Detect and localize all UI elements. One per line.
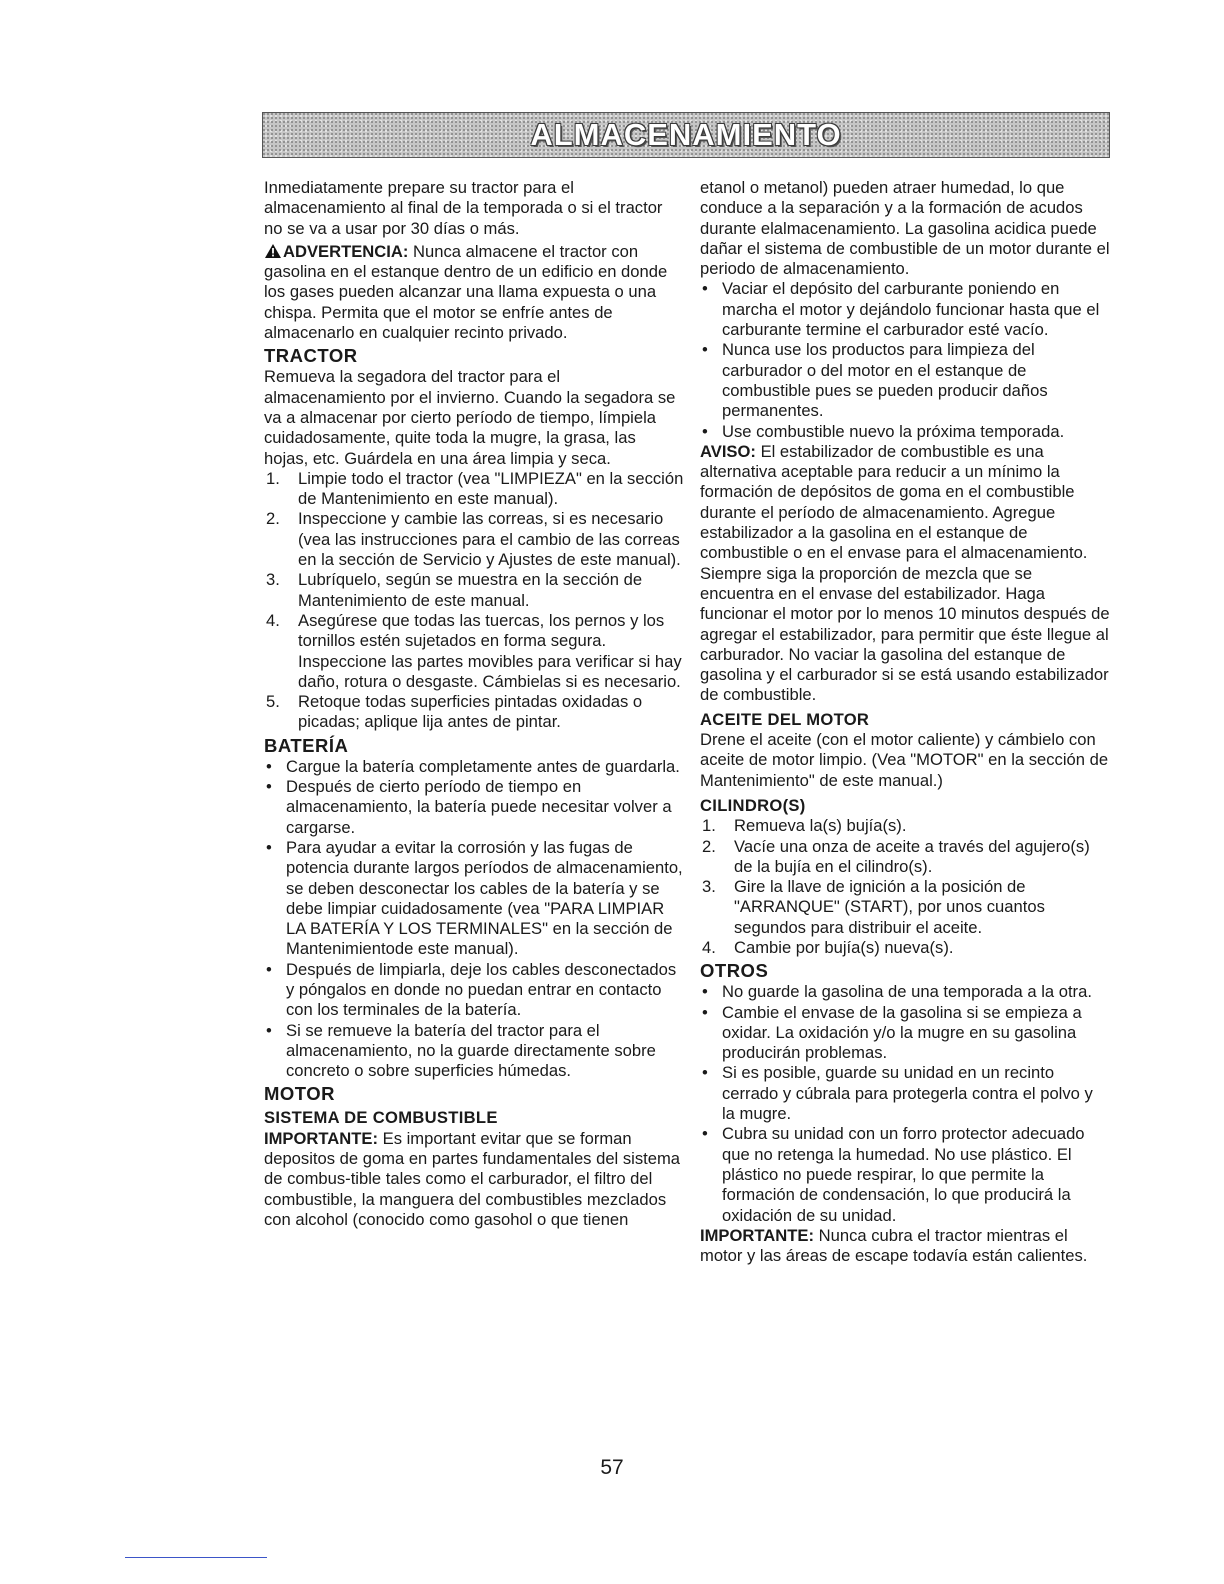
- list-item: 1. Limpie todo el tractor (vea "LIMPIEZA" en la sección de Mantenimiento en este manual).: [266, 468, 684, 509]
- important-text: Es important evitar que se forman depositos de goma en partes fundamentales del sistema de combus-tible tales como el carburador, el filtro del combustible, la manguera del combustibles mezclados con alcohol (conocido como gasohol o que tienen: [264, 1128, 681, 1229]
- tractor-heading: TRACTOR: [264, 345, 358, 367]
- fuel-system-heading: SISTEMA DE COMBUSTIBLE: [264, 1108, 498, 1128]
- list-item: • Vaciar el depósito del carburante poniendo en marcha el motor y dejándolo funcionar hasta que el carburante termine el carburador esté vacío.: [700, 279, 1110, 340]
- list-item: • Para ayudar a evitar la corrosión y las fugas de potencia durante largos períodos de almacenamiento, se deben desconectar los cables de la batería y se debe limpiar cuidadosamente (vea "PARA LIMPIAR LA BATERÍA Y LOS TERMINALES" en la sección de Mantenimientode este manual).: [264, 838, 684, 960]
- bateria-heading: BATERÍA: [264, 734, 349, 756]
- cilindros-heading: CILINDRO(S): [700, 795, 806, 815]
- section-header-banner: [262, 112, 1110, 158]
- list-item: 4. Cambie por bujía(s) nueva(s).: [702, 937, 954, 957]
- bateria-bullets: [264, 757, 684, 1082]
- list-item: • Cargue la batería completamente antes de guardarla.: [264, 757, 684, 777]
- otros-important-paragraph: [700, 1226, 1110, 1267]
- motor-important-paragraph: [264, 1129, 684, 1230]
- otros-bullets: [700, 982, 1110, 1226]
- list-item: 4. Asegúrese que todas las tuercas, los pernos y los tornillos estén sujetados en forma segura. Inspeccione las partes movibles para verificar si hay daño, rotura o desgaste. Cámbielas si es necesario.: [266, 610, 682, 691]
- list-item: 2. Vacíe una onza de aceite a través del agujero(s) de la bujía en el cilindro(s).: [702, 836, 1090, 876]
- aviso-text: El estabilizador de combustible es una alternativa aceptable para reducir a un mínimo la formación de depósitos de goma en el combustible durante el período de almacenamiento. Agregue estabilizador a la gasolina en el estanque de combustible o en el envase para el almacenamiento. Siempre siga la proporción de mezcla que se encuentra en el envase del estabilizador. Haga funcionar el motor por lo menos 10 minutos después de agregar el estabilizador, para permitir que éste llegue al carburador. No vaciar la gasolina del estanque de gasolina y el carburador si se está usando estabilizador de combustible.: [700, 441, 1110, 705]
- page-number: 57: [600, 1456, 624, 1479]
- aceite-heading: ACEITE DEL MOTOR: [700, 709, 870, 729]
- list-item: • Si se remueve la batería del tractor para el almacenamiento, no la guarde directamente sobre concreto o sobre superficies húmedas.: [264, 1021, 684, 1082]
- cilindros-steps: [700, 816, 1110, 958]
- warning-text: Nunca almacene el tractor con gasolina en el estanque dentro de un edificio en donde los gases pueden alcanzar una llama expuesta o una chispa. Permita que el motor se enfríe antes de almacenarlo en cualquier recinto privado.: [264, 241, 668, 343]
- important-label: IMPORTANTE:: [264, 1128, 378, 1148]
- list-item: • Si es posible, guarde su unidad en un recinto cerrado y cúbrala para protegerla contra el polvo y la mugre.: [700, 1063, 1110, 1124]
- aviso-paragraph: [700, 442, 1110, 706]
- warning-label: ADVERTENCIA:: [283, 241, 409, 261]
- left-column: [264, 178, 684, 1230]
- fuel-bullets: [700, 279, 1110, 441]
- list-item: 3. Lubríquelo, según se muestra en la sección de Mantenimiento de este manual.: [266, 570, 643, 610]
- list-item: • Después de limpiarla, deje los cables desconectados y póngalos en donde no puedan entrar en contacto con los terminales de la batería.: [264, 960, 684, 1021]
- list-item: • No guarde la gasolina de una temporada a la otra.: [700, 982, 1110, 1002]
- list-item: • Nunca use los productos para limpieza del carburador o del motor en el estanque de combustible pues se pueden producir daños permanentes.: [700, 340, 1110, 421]
- list-item: • Cambie el envase de la gasolina si se empieza a oxidar. La oxidación y/o la mugre en su gasolina producirán problemas.: [700, 1003, 1110, 1064]
- otros-heading: OTROS: [700, 960, 769, 982]
- list-item: • Después de cierto período de tiempo en almacenamiento, la batería puede necesitar volver a cargarse.: [264, 777, 684, 838]
- right-column: [700, 178, 1110, 1266]
- motor-heading: MOTOR: [264, 1083, 336, 1105]
- aviso-label: AVISO:: [700, 441, 756, 461]
- page-title: ALMACENAMIENTO: [530, 117, 842, 152]
- tractor-paragraph: Remueva la segadora del tractor para el almacenamiento por el invierno. Cuando la segadora se va a almacenar por cierto período de tiempo, límpiela cuidadosamente, quite toda la mugre, la grasa, las hojas, etc. Guárdela en una área limpia y seca.: [264, 367, 676, 468]
- list-item: 2. Inspeccione y cambie las correas, si es necesario (vea las instrucciones para el cambio de las correas en la sección de Servicio y Ajustes de este manual).: [266, 509, 681, 570]
- warning-triangle-icon: [264, 243, 282, 259]
- tractor-steps: [264, 469, 684, 733]
- footer-divider: [125, 1557, 267, 1558]
- intro-paragraph: Inmediatamente prepare su tractor para el almacenamiento al final de la temporada o si el tractor no se va a usar por 30 días o más.: [264, 178, 663, 238]
- warning-paragraph: [264, 242, 684, 343]
- continuation-paragraph: etanol o metanol) pueden atraer humedad, lo que conduce a la separación y a la formación de acudos durante elalmacenamiento. La gasolina acidica puede dañar el sistema de combustible de un motor durante el periodo de almacenamiento.: [700, 178, 1110, 279]
- list-item: • Use combustible nuevo la próxima temporada.: [700, 422, 1110, 442]
- aceite-paragraph: Drene el aceite (con el motor caliente) y cámbielo con aceite de motor limpio. (Vea "MOTOR" en la sección de Mantenimiento" de este manual.): [700, 730, 1109, 790]
- list-item: • Cubra su unidad con un forro protector adecuado que no retenga la humedad. No use plástico. El plástico no puede respirar, lo que permite la formación de condensación, lo que producirá la oxidación de su unidad.: [700, 1124, 1110, 1225]
- list-item: 1. Remueva la(s) bujía(s).: [702, 816, 907, 836]
- list-item: 5. Retoque todas superficies pintadas oxidadas o picadas; aplique lija antes de pintar.: [266, 692, 643, 732]
- important-label: IMPORTANTE:: [700, 1225, 814, 1245]
- important-text: Nunca cubra el tractor mientras el motor y las áreas de escape todavía están calientes.: [700, 1225, 1088, 1266]
- list-item: 3. Gire la llave de ignición a la posición de "ARRANQUE" (START), por unos cuantos segundos para distribuir el aceite.: [702, 877, 1045, 937]
